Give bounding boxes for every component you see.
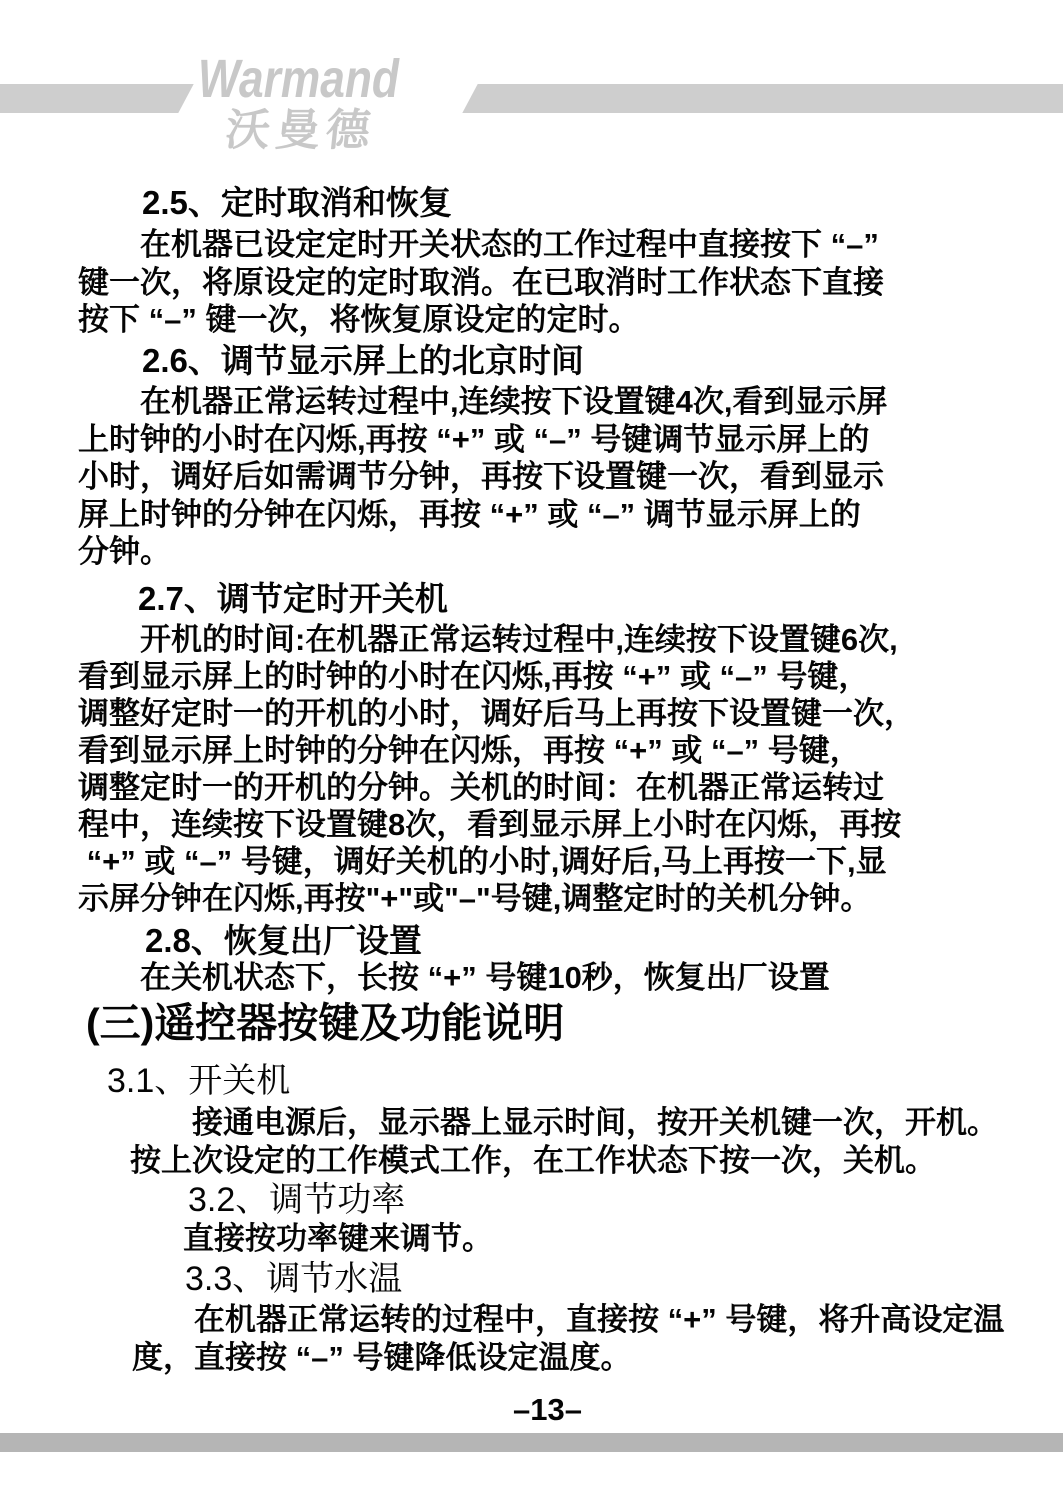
text-line: 在关机状态下，长按 “+” 号键10秒，恢复出厂设置 [78, 960, 830, 995]
text-line: 直接按功率键来调节。 [183, 1221, 493, 1256]
section-2-7-body [78, 621, 915, 917]
text-line: 按下 “–” 键一次，将恢复原设定的定时。 [78, 302, 640, 337]
section-2-6-heading: 2.6、调节显示屏上的北京时间 [142, 342, 584, 379]
text-line: 屏上时钟的分钟在闪烁，再按 “+” 或 “–” 调节显示屏上的 [78, 496, 861, 532]
text-line: 按上次设定的工作模式工作，在工作状态下按一次，关机。 [130, 1142, 936, 1178]
text-line: 在机器正常运转过程中,连续按下设置键4次,看到显示屏 [78, 384, 888, 419]
section-2-5-heading: 2.5、定时取消和恢复 [142, 184, 452, 221]
text-line: 小时，调好后如需调节分钟，再按下设置键一次，看到显示 [78, 459, 884, 494]
page-number: –13– [513, 1392, 582, 1427]
brand-logo-cn: 沃曼德 [223, 106, 379, 155]
text-line: 示屏分钟在闪烁,再按"+"或"–"号键,调整定时的关机分钟。 [78, 881, 872, 916]
section-2-5-body [78, 226, 884, 339]
section-2-7-heading: 2.7、调节定时开关机 [138, 580, 448, 617]
text-line: 在机器已设定定时开关状态的工作过程中直接按下 “–” [78, 227, 879, 262]
section-3-2-heading: 3.2、调节功率 [188, 1181, 406, 1219]
chapter-3-heading: (三)遥控器按键及功能说明 [86, 1000, 565, 1046]
text-line: 程中，连续按下设置键8次，看到显示屏上小时在闪烁，再按 [78, 807, 902, 842]
text-line: 看到显示屏上的时钟的小时在闪烁,再按 “+” 或 “–” 号键， [78, 659, 870, 694]
text-line: 键一次，将原设定的定时取消。在已取消时工作状态下直接 [78, 264, 884, 300]
section-2-8-heading: 2.8、恢复出厂设置 [145, 922, 422, 959]
section-3-3-body [132, 1301, 1004, 1376]
brand-logo-en: Warmand [198, 49, 399, 109]
section-2-8-body [78, 959, 830, 997]
text-line: 分钟。 [78, 534, 171, 569]
text-line: 在机器正常运转的过程中，直接按 “+” 号键，将升高设定温 [132, 1302, 1005, 1337]
header-band-right [462, 84, 1063, 113]
text-line: 调整定时一的开机的分钟。关机的时间：在机器正常运转过 [78, 770, 884, 805]
text-line: “+” 或 “–” 号键，调好关机的小时,调好后,马上再按一下,显 [78, 844, 887, 879]
header-band-left [0, 84, 194, 113]
section-2-6-body [78, 383, 887, 571]
text-line: 调整好定时一的开机的小时，调好后马上再按下设置键一次， [78, 696, 915, 731]
section-3-3-heading: 3.3、调节水温 [185, 1260, 403, 1298]
section-3-1-heading: 3.1、开关机 [107, 1062, 291, 1100]
text-line: 度，直接按 “–” 号键降低设定温度。 [132, 1339, 632, 1375]
text-line: 看到显示屏上时钟的分钟在闪烁，再按 “+” 或 “–” 号键， [78, 733, 861, 768]
section-3-2-body [183, 1220, 493, 1258]
text-line: 接通电源后，显示器上显示时间，按开关机键一次，开机。 [130, 1105, 998, 1140]
text-line: 开机的时间:在机器正常运转过程中,连续按下设置键6次, [78, 622, 898, 657]
footer-band [0, 1433, 1063, 1452]
text-line: 上时钟的小时在闪烁,再按 “+” 或 “–” 号键调节显示屏上的 [78, 421, 870, 457]
section-3-1-body [130, 1104, 998, 1179]
